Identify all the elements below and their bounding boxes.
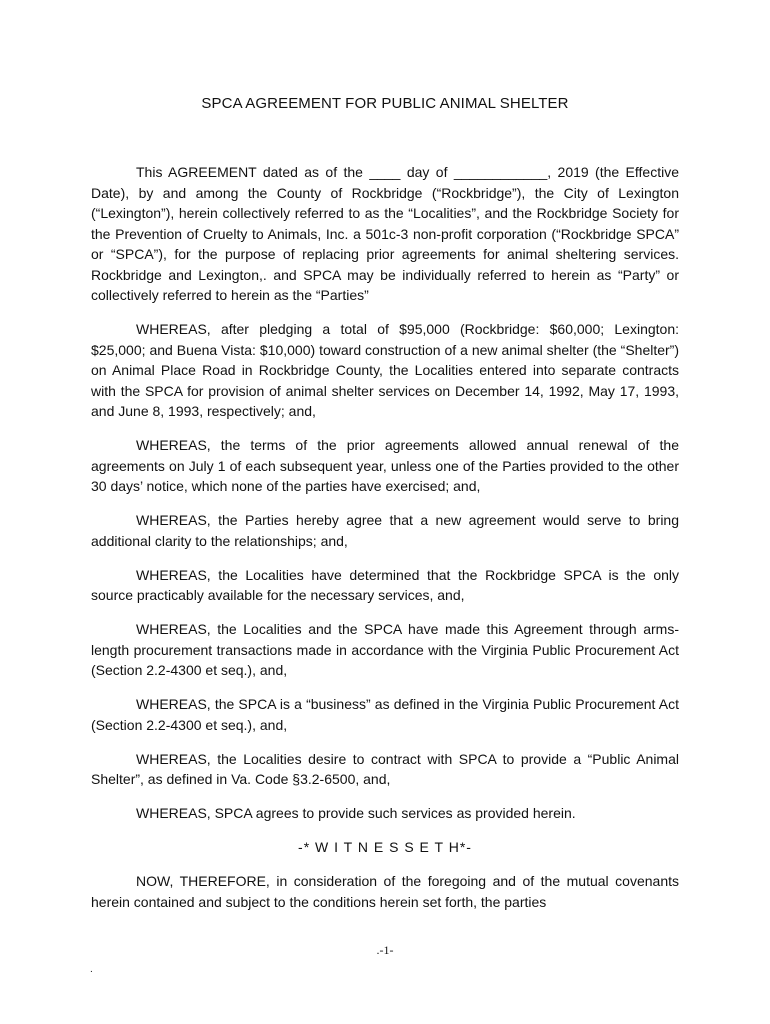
page-number: .-1- (376, 943, 394, 957)
whereas-paragraph-public-shelter: WHEREAS, the Localities desire to contract with SPCA to provide a “Public Animal Shelter”, as defined in Va. Code §3.2-6500, and, (91, 750, 679, 787)
whereas-paragraph-business: WHEREAS, the SPCA is a “business” as defined in the Virginia Public Procurement Act (Section 2.2-4300 et seq.), and, (91, 696, 679, 733)
witnesseth-heading: -* W I T N E S S E T H*- (298, 839, 472, 855)
document-body (91, 162, 679, 912)
whereas-paragraph-renewal: WHEREAS, the terms of the prior agreements allowed annual renewal of the agreements on July 1 of each subsequent year, unless one of the Parties provided to the other 30 days’ notice, which none of the parties have exercised; and, (91, 437, 679, 494)
footer-mark: . (90, 964, 93, 975)
document-title: SPCA AGREEMENT FOR PUBLIC ANIMAL SHELTER (201, 95, 569, 112)
intro-paragraph: This AGREEMENT dated as of the ____ day of ____________, 2019 (the Effective Date), by and among the County of Rockbridge (“Rockbridge”), the City of Lexington (“Lexington”), herein collectively referred to as the “Localities”, and the Rockbridge Society for the Prevention of Cruelty to Animals, Inc. a 501c-3 non-profit corporation (“Rockbridge SPCA” or “SPCA”), for the purpose of replacing prior agreements for animal sheltering services. Rockbridge and Lexington,. and SPCA may be individually referred to herein as “Party” or collectively referred to herein as the “Parties” (91, 164, 679, 303)
whereas-paragraph-clarity: WHEREAS, the Parties hereby agree that a new agreement would serve to bring additional clarity to the relationships; and, (91, 512, 679, 549)
whereas-paragraph-procurement: WHEREAS, the Localities and the SPCA have made this Agreement through arms-length procurement transactions made in accordance with the Virginia Public Procurement Act (Section 2.2-4300 et seq.), and, (91, 621, 679, 678)
whereas-paragraph-services: WHEREAS, SPCA agrees to provide such services as provided herein. (136, 805, 576, 821)
whereas-paragraph-construction: WHEREAS, after pledging a total of $95,000 (Rockbridge: $60,000; Lexington: $25,000; and Buena Vista: $10,000) toward construction of a new animal shelter (the “Shelter”) on Animal Place Road in Rockbridge County, the Localities entered into separate contracts with the SPCA for provision of animal shelter services on December 14, 1992, May 17, 1993, and June 8, 1993, respectively; and, (91, 321, 679, 419)
whereas-paragraph-only-source: WHEREAS, the Localities have determined that the Rockbridge SPCA is the only source practicably available for the necessary services, and, (91, 566, 679, 603)
now-therefore-paragraph: NOW, THEREFORE, in consideration of the foregoing and of the mutual covenants herein contained and subject to the conditions herein set forth, the parties (91, 873, 679, 910)
